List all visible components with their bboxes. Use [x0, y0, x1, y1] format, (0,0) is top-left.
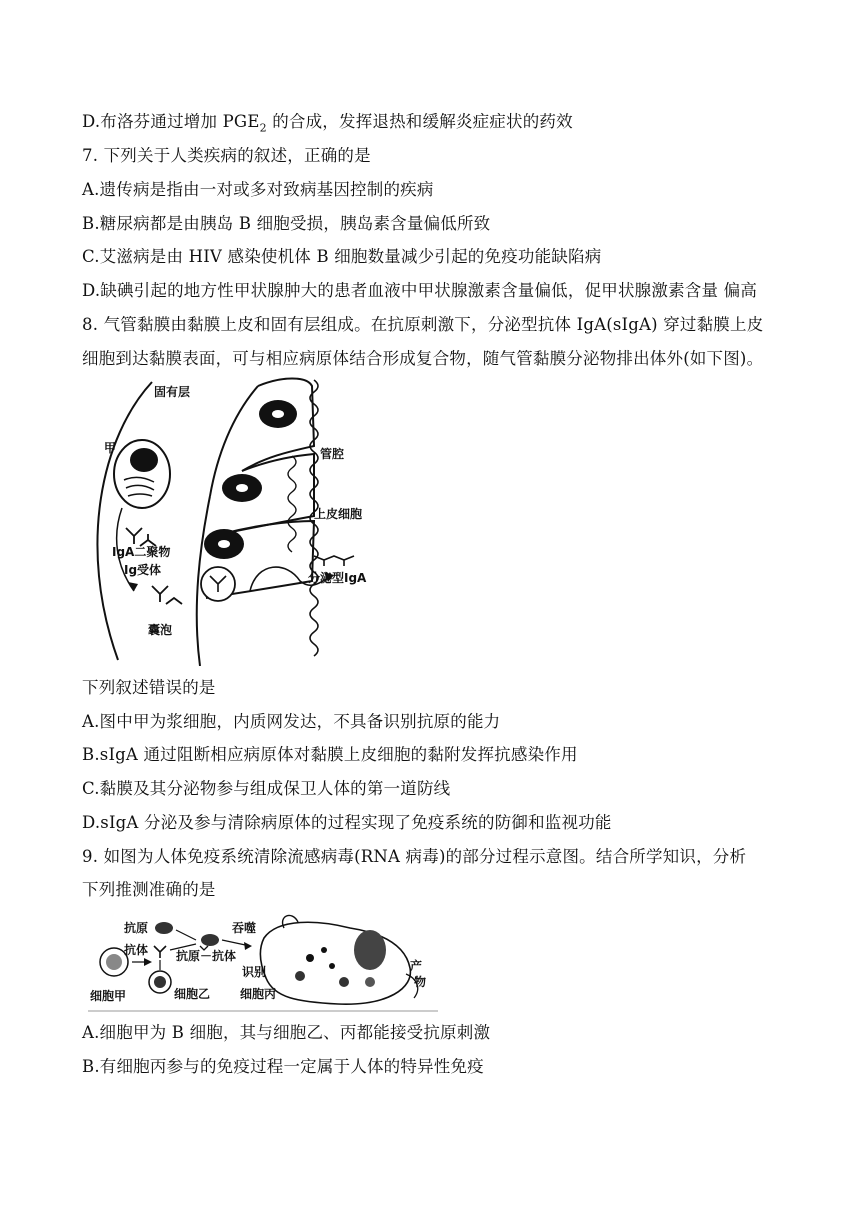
q8-option-b: B.sIgA 通过阻断相应病原体对黏膜上皮细胞的黏附发挥抗感染作用 — [82, 745, 578, 764]
label-secretory: 分泌型IgA — [308, 571, 367, 585]
label-recognize: 识别 — [242, 965, 267, 979]
label-lamina: 固有层 — [154, 385, 191, 399]
q7-option-c: C.艾滋病是由 HIV 感染使机体 B 细胞数量减少引起的免疫功能缺陷病 — [82, 247, 602, 266]
label-product1: 产 — [410, 959, 423, 973]
q6-option-d-text: D.布洛芬通过增加 PGE — [82, 112, 260, 131]
q7-option-a: A.遗传病是指由一对或多对致病基因控制的疾病 — [82, 180, 434, 199]
label-phago: 吞噬 — [232, 921, 257, 935]
label-dimer: IgA二聚物 — [112, 545, 171, 559]
q8-question: 下列叙述错误的是 — [82, 678, 216, 697]
label-complex: 抗原－抗体 — [176, 949, 237, 963]
q9-stem-line2: 下列推测准确的是 — [82, 880, 216, 899]
q8-stem-line1: 8. 气管黏膜由黏膜上皮和固有层组成。在抗原刺激下，分泌型抗体 IgA(sIgA) 穿过黏膜上皮 — [82, 315, 764, 334]
q8-option-a: A.图中甲为浆细胞，内质网发达，不具备识别抗原的能力 — [82, 712, 501, 731]
label-antibody: 抗体 — [124, 943, 149, 957]
label-epithelial: 上皮细胞 — [314, 507, 363, 521]
q9-option-a: A.细胞甲为 B 细胞，其与细胞乙、丙都能接受抗原刺激 — [82, 1023, 491, 1042]
label-cell-bing: 细胞丙 — [240, 987, 277, 1001]
cell-bing — [260, 922, 410, 1004]
complex-icon — [201, 934, 219, 946]
q7-option-b: B.糖尿病都是由胰岛 B 细胞受损，胰岛素含量偏低所致 — [82, 214, 491, 233]
label-receptor: Ig受体 — [124, 563, 162, 577]
label-jia: 甲 — [104, 441, 117, 455]
q8-stem-line2: 细胞到达黏膜表面，可与相应病原体结合形成复合物，随气管黏膜分泌物排出体外(如下图)。 — [82, 349, 764, 368]
q8-option-d: D.sIgA 分泌及参与清除病原体的过程实现了免疫系统的防御和监视功能 — [82, 813, 612, 832]
figure-airway-mucosa — [82, 376, 382, 666]
label-product2: 物 — [414, 975, 427, 989]
q7-stem: 7. 下列关于人类疾病的叙述，正确的是 — [82, 146, 371, 165]
label-lumen: 管腔 — [320, 447, 345, 461]
q9-option-b: B.有细胞丙参与的免疫过程一定属于人体的特异性免疫 — [82, 1057, 484, 1076]
label-vesicle: 囊泡 — [148, 623, 173, 637]
figure-influenza-clearance — [88, 908, 438, 1012]
q9-stem-line1: 9. 如图为人体免疫系统清除流感病毒(RNA 病毒)的部分过程示意图。结合所学知识，分析 — [82, 847, 747, 866]
q7-option-d: D.缺碘引起的地方性甲状腺肿大的患者血液中甲状腺激素含量偏低，促甲状腺激素含量 偏高 — [82, 281, 758, 300]
q6-option-d — [82, 111, 573, 139]
q6-option-d-text-rest: 的合成，发挥退热和缓解炎症症状的药效 — [266, 112, 573, 131]
subscript: 2 — [259, 121, 267, 135]
label-cell-jia: 细胞甲 — [90, 989, 127, 1003]
label-cell-yi: 细胞乙 — [174, 987, 211, 1001]
antigen-icon — [155, 922, 173, 934]
q8-option-c: C.黏膜及其分泌物参与组成保卫人体的第一道防线 — [82, 779, 451, 798]
label-antigen: 抗原 — [124, 921, 149, 935]
